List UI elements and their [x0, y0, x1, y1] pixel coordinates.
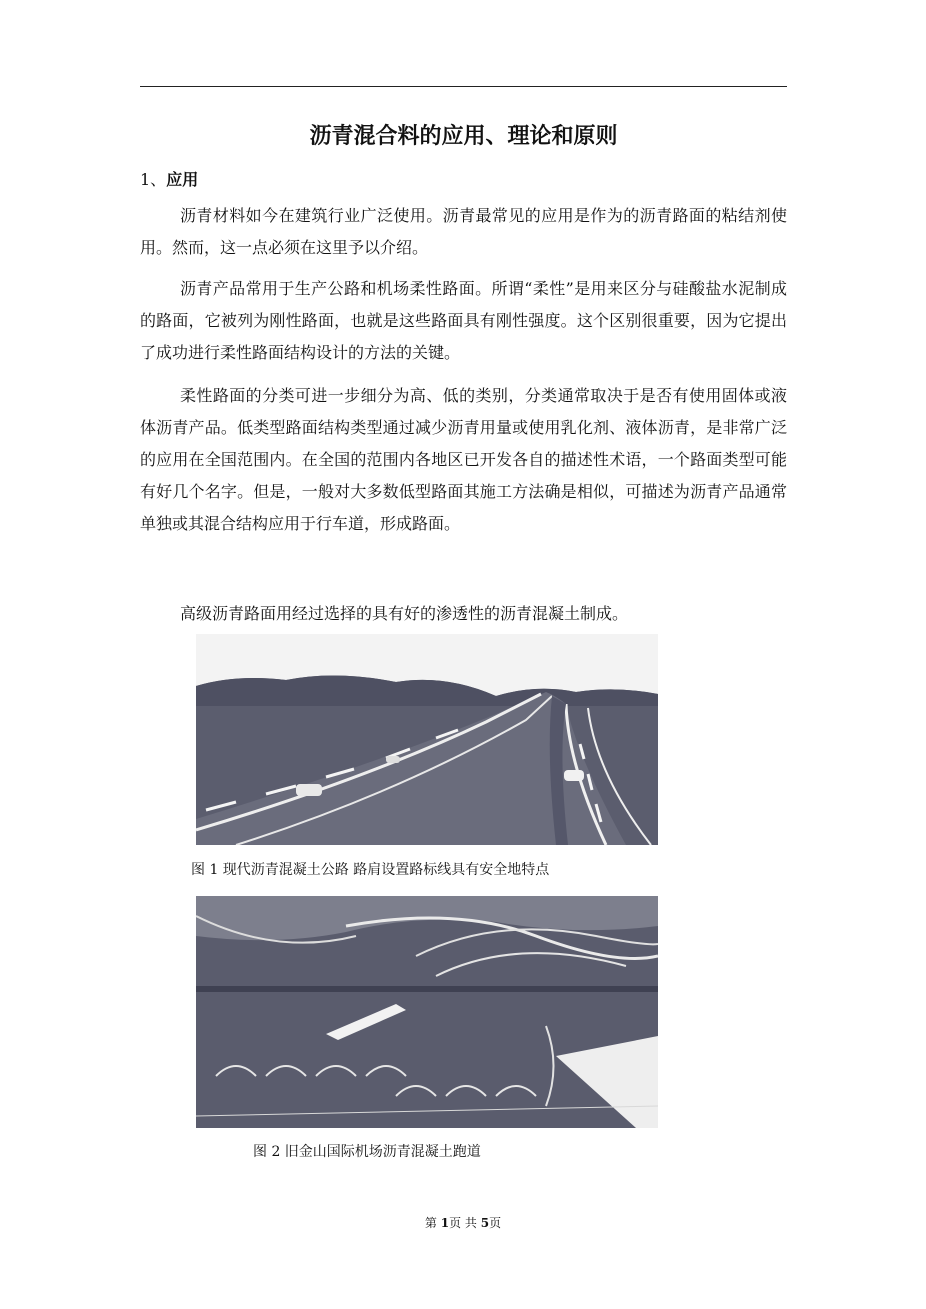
- section-title: 应用: [166, 170, 199, 189]
- footer-suffix: 页: [489, 1216, 502, 1230]
- highway-photo: [196, 634, 658, 845]
- header-rule: [140, 86, 787, 87]
- page-title: 沥青混合料的应用、理论和原则: [309, 124, 618, 149]
- paragraph-2: 沥青产品常用于生产公路和机场柔性路面。所谓“柔性”是用来区分与硅酸盐水泥制成的路面，它被列为刚性路面，也就是这些路面具有刚性强度。这个区别很重要，因为它提出了成功进行柔性路面结构设计的方法的关键。: [140, 279, 787, 362]
- footer-total-pages: 5: [480, 1216, 490, 1230]
- paragraph-1: 沥青材料如今在建筑行业广泛使用。沥青最常见的应用是作为的沥青路面的粘结剂使用。然而，这一点必须在这里予以介绍。: [140, 206, 787, 257]
- figure-2-caption: 图 2 旧金山国际机场沥青混凝土跑道: [253, 1144, 481, 1160]
- figure-1-caption: 图 1 现代沥青混凝土公路 路肩设置路标线具有安全地特点: [191, 862, 550, 878]
- section-heading: [140, 168, 198, 192]
- page-footer: [0, 1215, 926, 1231]
- footer-mid: 页 共: [449, 1216, 481, 1230]
- paragraph-3: 柔性路面的分类可进一步细分为高、低的类别，分类通常取决于是否有使用固体或液体沥青产品。低类型路面结构类型通过减少沥青用量或使用乳化剂、液体沥青，是非常广泛的应用在全国范围内。在全国的范围内各地区已开发各自的描述性术语，一个路面类型可能有好几个名字。但是，一般对大多数低型路面其施工方法确是相似，可描述为沥青产品通常单独或其混合结构应用于行车道，形成路面。: [140, 386, 787, 533]
- paragraph-4: 高级沥青路面用经过选择的具有好的渗透性的沥青混凝土制成。: [180, 604, 629, 623]
- runway-photo: [196, 896, 658, 1128]
- footer-prefix: 第: [424, 1216, 441, 1230]
- footer-page-number: 1: [440, 1216, 450, 1230]
- section-number: 1、: [140, 170, 167, 189]
